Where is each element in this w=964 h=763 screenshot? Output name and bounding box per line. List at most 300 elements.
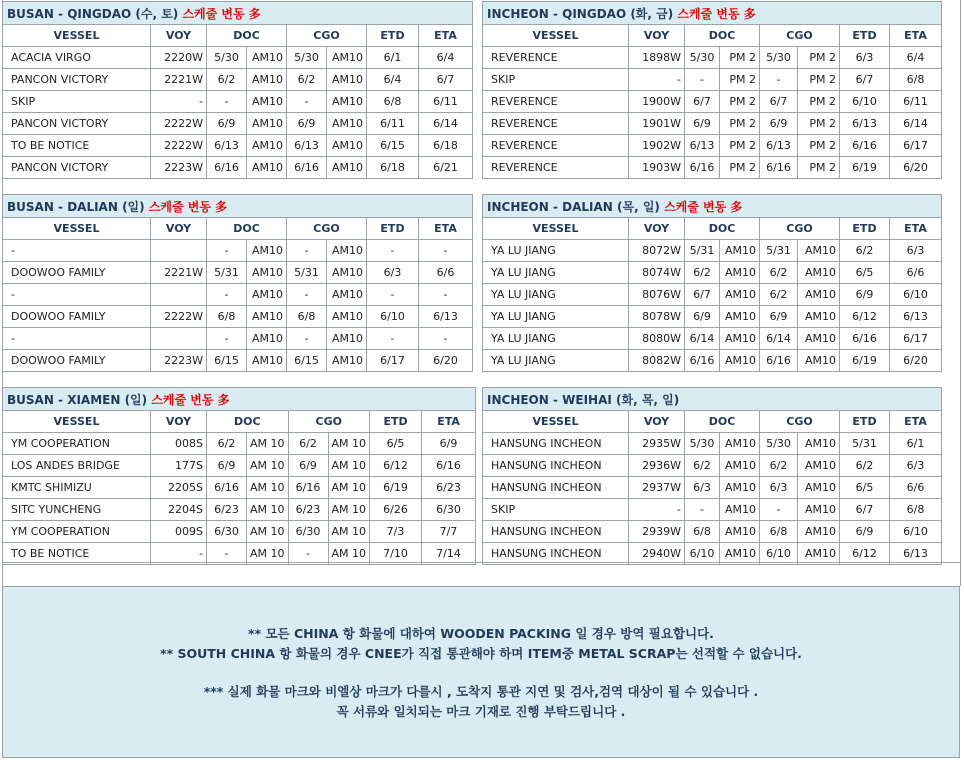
table-cell: AM10 — [720, 455, 760, 477]
table-row — [3, 521, 476, 543]
table-cell: AM10 — [327, 306, 367, 328]
table-cell: 6/17 — [890, 328, 942, 350]
table-cell — [151, 284, 207, 306]
column-header-row — [3, 411, 476, 433]
table-cell: REVERENCE — [483, 135, 629, 157]
table-cell: - — [629, 69, 685, 91]
table-cell: AM10 — [720, 240, 760, 262]
table-cell: AM10 — [798, 543, 840, 565]
table-cell: AM10 — [798, 306, 840, 328]
column-header-cgo: CGO — [760, 25, 840, 47]
column-header-doc: DOC — [685, 218, 760, 240]
table-cell: 6/10 — [890, 284, 942, 306]
table-cell: AM10 — [327, 240, 367, 262]
table-cell: AM 10 — [328, 521, 370, 543]
table-cell: AM 10 — [247, 499, 289, 521]
table-cell: 6/13 — [207, 135, 247, 157]
table-cell: ACACIA VIRGO — [3, 47, 151, 69]
table-cell: 6/16 — [207, 477, 247, 499]
table-cell: 2223W — [151, 350, 207, 372]
route-name: INCHEON - WEIHAI (화, 목, 일) — [487, 392, 680, 407]
table-cell: 2223W — [151, 157, 207, 179]
table-cell: 6/6 — [419, 262, 473, 284]
column-header-etd: ETD — [367, 218, 419, 240]
table-cell: 6/7 — [840, 69, 890, 91]
column-header-voy: VOY — [151, 218, 207, 240]
table-cell: 177S — [151, 455, 207, 477]
table-cell: 5/30 — [760, 433, 798, 455]
table-cell: 6/4 — [419, 47, 473, 69]
table-cell: 6/8 — [685, 521, 720, 543]
table-cell: - — [685, 69, 720, 91]
table-cell: 6/4 — [367, 69, 419, 91]
table-cell: 6/16 — [685, 157, 720, 179]
table-cell: - — [207, 328, 247, 350]
table-cell: 8082W — [629, 350, 685, 372]
table-row — [3, 91, 473, 113]
table-cell: 6/18 — [367, 157, 419, 179]
table-cell: AM10 — [720, 521, 760, 543]
table-cell: 5/30 — [760, 47, 798, 69]
table-cell: 6/2 — [288, 433, 328, 455]
table-cell: YM COOPERATION — [3, 521, 151, 543]
table-cell: AM10 — [247, 91, 287, 113]
table-cell: 1898W — [629, 47, 685, 69]
column-header-vessel: VESSEL — [3, 218, 151, 240]
table-cell: 6/13 — [685, 135, 720, 157]
table-cell: 5/31 — [760, 240, 798, 262]
table-cell: 6/2 — [840, 240, 890, 262]
table-row — [483, 240, 942, 262]
table-cell: PM 2 — [720, 69, 760, 91]
table-cell: - — [207, 543, 247, 565]
table-cell: AM10 — [327, 157, 367, 179]
schedule-change-warning: 스케줄 변동 多 — [182, 6, 261, 21]
table-cell: 6/10 — [840, 91, 890, 113]
table-cell: AM10 — [247, 157, 287, 179]
table-cell: 6/18 — [419, 135, 473, 157]
column-header-etd: ETD — [370, 411, 422, 433]
route-name: BUSAN - XIAMEN (일) — [7, 392, 148, 407]
table-cell: AM10 — [327, 284, 367, 306]
table-row — [3, 433, 476, 455]
table-cell: AM 10 — [328, 543, 370, 565]
table-cell: PM 2 — [720, 113, 760, 135]
table-cell: 6/16 — [207, 157, 247, 179]
table-cell: AM10 — [798, 262, 840, 284]
column-header-eta: ETA — [890, 411, 942, 433]
table-cell: REVERENCE — [483, 47, 629, 69]
note-mark-request: 꼭 서류와 일치되는 마크 기재로 진행 부탁드립니다 . — [336, 704, 626, 719]
table-row — [483, 477, 942, 499]
route-title — [3, 195, 473, 218]
column-header-eta: ETA — [890, 25, 942, 47]
route-title-row — [3, 2, 473, 25]
table-cell: 6/11 — [419, 91, 473, 113]
column-header-voy: VOY — [629, 218, 685, 240]
route-title-row — [483, 388, 942, 411]
table-cell: AM 10 — [247, 521, 289, 543]
table-cell: - — [760, 69, 798, 91]
table-cell: 6/19 — [370, 477, 422, 499]
table-row — [3, 499, 476, 521]
table-cell: 6/4 — [890, 47, 942, 69]
table-row — [483, 455, 942, 477]
column-header-doc: DOC — [207, 25, 287, 47]
table-cell: 2222W — [151, 113, 207, 135]
table-cell: 6/9 — [685, 306, 720, 328]
table-cell: 6/17 — [367, 350, 419, 372]
table-cell: 2939W — [629, 521, 685, 543]
table-cell: YA LU JIANG — [483, 328, 629, 350]
table-cell: 6/13 — [419, 306, 473, 328]
table-cell: 5/31 — [287, 262, 327, 284]
table-cell: HANSUNG INCHEON — [483, 477, 629, 499]
table-cell: 1900W — [629, 91, 685, 113]
table-cell: 7/7 — [422, 521, 476, 543]
table-cell: AM10 — [798, 350, 840, 372]
column-header-etd: ETD — [840, 411, 890, 433]
table-row — [3, 240, 473, 262]
table-cell: 6/9 — [840, 284, 890, 306]
column-header-etd: ETD — [840, 218, 890, 240]
table-cell: PM 2 — [720, 91, 760, 113]
column-header-cgo: CGO — [287, 25, 367, 47]
table-cell: PANCON VICTORY — [3, 157, 151, 179]
table-cell: YA LU JIANG — [483, 240, 629, 262]
table-row — [3, 328, 473, 350]
table-cell: 6/14 — [890, 113, 942, 135]
table-cell: - — [3, 328, 151, 350]
table-cell: 6/3 — [840, 47, 890, 69]
table-cell: 1902W — [629, 135, 685, 157]
table-cell: - — [287, 91, 327, 113]
table-cell: 2935W — [629, 433, 685, 455]
table-cell: HANSUNG INCHEON — [483, 543, 629, 565]
table-cell: REVERENCE — [483, 157, 629, 179]
route-name: INCHEON - QINGDAO (화, 금) — [487, 6, 674, 21]
table-cell: AM10 — [247, 47, 287, 69]
table-row — [483, 262, 942, 284]
table-cell: PM 2 — [798, 135, 840, 157]
table-cell: 6/16 — [840, 135, 890, 157]
table-cell: YM COOPERATION — [3, 433, 151, 455]
table-cell: 6/2 — [760, 455, 798, 477]
column-header-etd: ETD — [367, 25, 419, 47]
table-cell: - — [367, 328, 419, 350]
table-row — [483, 135, 942, 157]
table-cell: REVERENCE — [483, 91, 629, 113]
column-header-row — [3, 25, 473, 47]
table-cell: 5/30 — [207, 47, 247, 69]
table-cell: 6/23 — [422, 477, 476, 499]
table-cell: 6/6 — [890, 477, 942, 499]
column-header-doc: DOC — [685, 411, 760, 433]
column-header-doc: DOC — [207, 411, 289, 433]
table-cell: AM10 — [720, 433, 760, 455]
table-cell: AM 10 — [247, 433, 289, 455]
table-cell: TO BE NOTICE — [3, 543, 151, 565]
schedule-table — [482, 387, 942, 565]
table-cell: 6/3 — [685, 477, 720, 499]
table-cell: - — [207, 284, 247, 306]
table-cell: SKIP — [483, 499, 629, 521]
table-cell: AM10 — [798, 240, 840, 262]
table-cell: 6/2 — [760, 262, 798, 284]
route-title-row — [483, 195, 942, 218]
table-cell: AM10 — [798, 328, 840, 350]
route-title — [483, 195, 942, 218]
column-header-eta: ETA — [890, 218, 942, 240]
table-cell: AM10 — [720, 543, 760, 565]
table-cell: AM10 — [327, 91, 367, 113]
table-cell: - — [419, 328, 473, 350]
table-cell: 6/14 — [419, 113, 473, 135]
table-row — [3, 47, 473, 69]
table-cell: 6/14 — [760, 328, 798, 350]
table-row — [3, 477, 476, 499]
route-title — [483, 388, 942, 411]
table-cell: 6/7 — [760, 91, 798, 113]
route-name: INCHEON - DALIAN (목, 일) — [487, 199, 660, 214]
table-cell: 6/9 — [288, 455, 328, 477]
table-cell: AM10 — [327, 328, 367, 350]
table-cell: 6/23 — [288, 499, 328, 521]
table-cell: SKIP — [483, 69, 629, 91]
table-cell: DOOWOO FAMILY — [3, 350, 151, 372]
column-header-cgo: CGO — [760, 218, 840, 240]
table-row — [483, 284, 942, 306]
table-cell: YA LU JIANG — [483, 306, 629, 328]
table-row — [3, 306, 473, 328]
table-row — [3, 69, 473, 91]
table-cell: 6/8 — [760, 521, 798, 543]
table-cell: 6/30 — [422, 499, 476, 521]
table-cell: 6/7 — [685, 284, 720, 306]
table-cell: AM10 — [247, 262, 287, 284]
column-header-vessel: VESSEL — [483, 25, 629, 47]
table-cell: 5/30 — [287, 47, 327, 69]
table-row — [3, 262, 473, 284]
table-cell: 6/13 — [840, 113, 890, 135]
table-cell: 8078W — [629, 306, 685, 328]
table-cell: 6/20 — [890, 157, 942, 179]
table-cell: AM10 — [247, 69, 287, 91]
table-cell: AM10 — [247, 113, 287, 135]
table-cell: AM 10 — [328, 455, 370, 477]
table-cell: 6/9 — [207, 113, 247, 135]
table-cell: 6/1 — [367, 47, 419, 69]
table-cell: AM10 — [798, 477, 840, 499]
column-header-eta: ETA — [419, 25, 473, 47]
table-cell: 6/2 — [207, 69, 247, 91]
column-header-row — [3, 218, 473, 240]
table-cell: AM10 — [247, 240, 287, 262]
table-cell: 6/5 — [370, 433, 422, 455]
table-row — [483, 543, 942, 565]
table-row — [483, 157, 942, 179]
table-cell: - — [151, 91, 207, 113]
table-cell: PM 2 — [720, 47, 760, 69]
route-title — [3, 388, 476, 411]
table-cell: - — [288, 543, 328, 565]
right-frame-line — [960, 0, 961, 586]
table-cell: AM10 — [247, 306, 287, 328]
table-cell: 6/16 — [288, 477, 328, 499]
table-row — [3, 135, 473, 157]
route-title — [3, 2, 473, 25]
column-header-vessel: VESSEL — [483, 411, 629, 433]
table-cell: - — [287, 284, 327, 306]
table-cell: 6/20 — [419, 350, 473, 372]
table-cell: 6/13 — [287, 135, 327, 157]
table-cell: - — [151, 543, 207, 565]
table-cell: 6/2 — [287, 69, 327, 91]
table-cell: AM10 — [720, 477, 760, 499]
table-cell: 6/11 — [890, 91, 942, 113]
table-cell: 6/9 — [760, 113, 798, 135]
table-cell: 6/15 — [207, 350, 247, 372]
table-cell: AM10 — [247, 135, 287, 157]
table-cell: 6/23 — [207, 499, 247, 521]
table-cell: 5/31 — [685, 240, 720, 262]
table-cell: 6/17 — [890, 135, 942, 157]
table-cell: AM10 — [327, 47, 367, 69]
note-mark-mismatch: *** 실제 화물 마크와 비엘상 마크가 다를시 , 도착지 통관 지연 및 검사,검역 대상이 될 수 있습니다 . — [203, 684, 759, 699]
column-header-voy: VOY — [629, 25, 685, 47]
column-header-voy: VOY — [151, 25, 207, 47]
table-cell: AM 10 — [247, 543, 289, 565]
table-row — [483, 521, 942, 543]
table-cell: 6/9 — [840, 521, 890, 543]
table-cell: 6/19 — [840, 350, 890, 372]
table-cell: PM 2 — [798, 157, 840, 179]
table-cell: 6/11 — [367, 113, 419, 135]
table-row — [483, 433, 942, 455]
table-cell: 7/3 — [370, 521, 422, 543]
table-cell: 008S — [151, 433, 207, 455]
table-cell: - — [419, 284, 473, 306]
table-cell: PANCON VICTORY — [3, 113, 151, 135]
table-cell: 6/2 — [840, 455, 890, 477]
table-cell — [151, 240, 207, 262]
table-cell: 6/10 — [760, 543, 798, 565]
table-cell: 5/30 — [685, 47, 720, 69]
table-cell: TO BE NOTICE — [3, 135, 151, 157]
table-cell: AM10 — [327, 350, 367, 372]
table-row — [3, 113, 473, 135]
table-cell: 6/30 — [207, 521, 247, 543]
table-cell: 6/8 — [890, 69, 942, 91]
table-cell: 6/12 — [370, 455, 422, 477]
table-cell: 6/16 — [685, 350, 720, 372]
table-cell: KMTC SHIMIZU — [3, 477, 151, 499]
table-cell: 6/2 — [207, 433, 247, 455]
table-cell: 6/9 — [422, 433, 476, 455]
column-header-voy: VOY — [629, 411, 685, 433]
table-cell: 6/16 — [760, 157, 798, 179]
schedule-table — [2, 194, 473, 372]
table-cell: 5/31 — [840, 433, 890, 455]
table-cell: AM10 — [720, 284, 760, 306]
schedule-change-warning: 스케줄 변동 多 — [664, 199, 743, 214]
table-cell: 6/16 — [287, 157, 327, 179]
table-cell: 1901W — [629, 113, 685, 135]
table-cell: 1903W — [629, 157, 685, 179]
table-cell: HANSUNG INCHEON — [483, 433, 629, 455]
column-header-cgo: CGO — [287, 218, 367, 240]
table-cell: 6/16 — [840, 328, 890, 350]
table-cell: AM10 — [798, 521, 840, 543]
table-cell: DOOWOO FAMILY — [3, 306, 151, 328]
table-cell: SKIP — [3, 91, 151, 113]
table-cell: - — [287, 240, 327, 262]
table-cell: 6/8 — [367, 91, 419, 113]
table-cell: 6/1 — [890, 433, 942, 455]
table-row — [3, 543, 476, 565]
column-header-row — [483, 411, 942, 433]
notes-panel — [2, 586, 960, 758]
table-cell: 6/9 — [760, 306, 798, 328]
column-header-cgo: CGO — [760, 411, 840, 433]
schedule-table — [482, 194, 942, 372]
table-cell: 7/14 — [422, 543, 476, 565]
table-cell: SITC YUNCHENG — [3, 499, 151, 521]
table-cell: 6/8 — [207, 306, 247, 328]
table-cell: - — [760, 499, 798, 521]
table-cell: AM10 — [798, 455, 840, 477]
table-cell: 6/13 — [760, 135, 798, 157]
schedule-table — [2, 1, 473, 179]
table-cell: 6/2 — [760, 284, 798, 306]
table-cell: PM 2 — [798, 91, 840, 113]
table-cell: 6/12 — [840, 543, 890, 565]
table-cell: 6/2 — [685, 455, 720, 477]
table-cell: AM10 — [798, 499, 840, 521]
table-cell: 8076W — [629, 284, 685, 306]
table-cell: 6/16 — [422, 455, 476, 477]
table-cell: - — [367, 284, 419, 306]
table-cell: 2222W — [151, 306, 207, 328]
table-cell: AM10 — [247, 284, 287, 306]
table-cell: 8072W — [629, 240, 685, 262]
route-title — [483, 2, 942, 25]
table-cell: 6/8 — [890, 499, 942, 521]
table-cell: 6/16 — [760, 350, 798, 372]
table-cell: 6/3 — [367, 262, 419, 284]
table-row — [483, 499, 942, 521]
route-name: BUSAN - QINGDAO (수, 토) — [7, 6, 179, 21]
table-cell: 6/3 — [890, 240, 942, 262]
table-cell: PM 2 — [798, 47, 840, 69]
schedule-table — [2, 387, 476, 565]
table-cell: - — [419, 240, 473, 262]
table-cell: YA LU JIANG — [483, 262, 629, 284]
table-cell: AM10 — [798, 433, 840, 455]
table-cell: AM 10 — [247, 477, 289, 499]
table-cell: 6/13 — [890, 306, 942, 328]
route-title-row — [3, 388, 476, 411]
table-cell: 6/7 — [419, 69, 473, 91]
table-cell: PM 2 — [720, 157, 760, 179]
table-cell: AM 10 — [247, 455, 289, 477]
table-cell: - — [207, 91, 247, 113]
table-cell — [151, 328, 207, 350]
table-cell: 6/14 — [685, 328, 720, 350]
table-cell: AM 10 — [328, 433, 370, 455]
column-header-vessel: VESSEL — [3, 25, 151, 47]
table-cell: 6/3 — [890, 455, 942, 477]
